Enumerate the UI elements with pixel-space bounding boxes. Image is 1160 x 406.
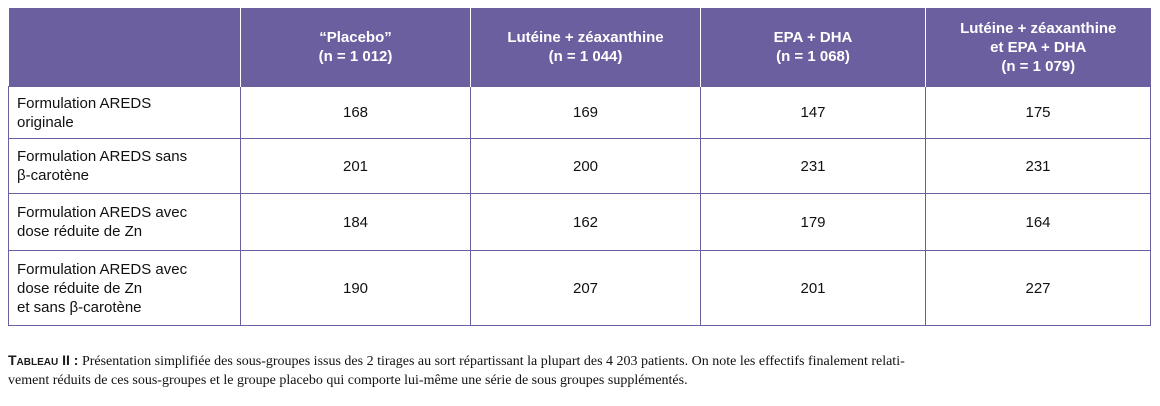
table-caption — [8, 351, 1152, 390]
cell-value: 164 — [926, 194, 1151, 251]
cell-value: 231 — [701, 139, 926, 194]
cell-value: 227 — [926, 251, 1151, 326]
cell-value: 201 — [241, 139, 471, 194]
caption-label: Tableau II : — [8, 352, 79, 368]
data-table-container — [8, 8, 1150, 326]
cell-value: 201 — [701, 251, 926, 326]
header-cell-placebo: “Placebo” (n = 1 012) — [241, 8, 471, 87]
header-cell-luteine: Lutéine + zéaxanthine (n = 1 044) — [471, 8, 701, 87]
cell-value: 200 — [471, 139, 701, 194]
table-row — [9, 139, 1151, 194]
caption-text-line1: Présentation simplifiée des sous-groupes issus des 2 tirages au sort répartissant la plupart des 4 203 patients. On note les effectifs finalement relati- — [81, 354, 905, 369]
caption-text-line2: vement réduits de ces sous-groupes et le groupe placebo qui comporte lui-même une série de sous groupes supplémentés. — [8, 373, 688, 388]
cell-value: 168 — [241, 87, 471, 139]
cell-value: 179 — [701, 194, 926, 251]
cell-value: 162 — [471, 194, 701, 251]
row-label: Formulation AREDS originale — [9, 87, 241, 139]
cell-value: 147 — [701, 87, 926, 139]
cell-value: 190 — [241, 251, 471, 326]
cell-value: 231 — [926, 139, 1151, 194]
table-row — [9, 251, 1151, 326]
table-header-row — [9, 8, 1151, 87]
subgroup-table — [8, 8, 1151, 326]
cell-value: 184 — [241, 194, 471, 251]
cell-value: 207 — [471, 251, 701, 326]
table-row — [9, 194, 1151, 251]
header-cell-luteine-epa-dha: Lutéine + zéaxanthine et EPA + DHA (n = 1 079) — [960, 19, 1117, 75]
row-label: Formulation AREDS avec dose réduite de Zn — [9, 194, 241, 251]
cell-value: 175 — [926, 87, 1151, 139]
row-label: Formulation AREDS avec dose réduite de Zn et sans β-carotène — [9, 251, 241, 326]
header-cell-empty — [9, 8, 241, 87]
header-cell-epa-dha: EPA + DHA (n = 1 068) — [701, 8, 926, 87]
table-row — [9, 87, 1151, 139]
cell-value: 169 — [471, 87, 701, 139]
row-label: Formulation AREDS sans β-carotène — [9, 139, 241, 194]
